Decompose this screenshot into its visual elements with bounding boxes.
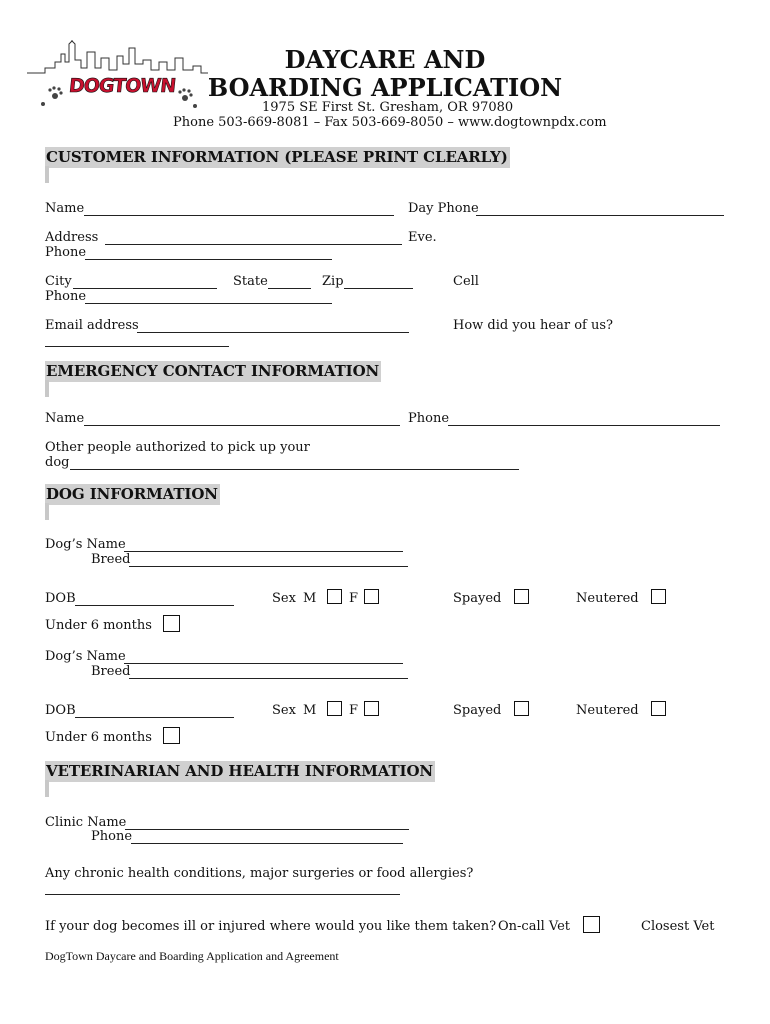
page-title-line1: DAYCARE AND bbox=[284, 45, 486, 74]
eve-phone-field[interactable] bbox=[85, 259, 332, 260]
closest-vet-label: Closest Vet bbox=[641, 919, 715, 934]
section-marker bbox=[45, 503, 49, 520]
dog2-name-field[interactable] bbox=[124, 663, 403, 664]
dog1-dob-field[interactable] bbox=[75, 605, 234, 606]
emergency-name-field[interactable] bbox=[84, 425, 400, 426]
clinic-name-field[interactable] bbox=[125, 829, 409, 830]
dog2-sex-m-label: M bbox=[303, 703, 317, 718]
business-contact: Phone 503-669-8081 – Fax 503-669-8050 – www.dogtownpdx.com bbox=[173, 115, 607, 130]
section-marker bbox=[45, 166, 49, 183]
dog1-sex-f-checkbox[interactable] bbox=[364, 589, 379, 604]
dog1-sex-label: Sex bbox=[272, 591, 296, 606]
oncall-vet-label: On-call Vet bbox=[498, 919, 571, 934]
dog2-under6-label: Under 6 months bbox=[45, 730, 152, 745]
address-field[interactable] bbox=[105, 244, 402, 245]
city-label: City bbox=[45, 274, 72, 289]
dog2-neutered-checkbox[interactable] bbox=[651, 701, 666, 716]
emergency-phone-field[interactable] bbox=[448, 425, 720, 426]
eve-label: Eve. bbox=[408, 230, 437, 245]
dog2-breed-label: Breed bbox=[91, 664, 131, 679]
authorized-pickup-label: Other people authorized to pick up your bbox=[45, 440, 310, 455]
dog2-dob-label: DOB bbox=[45, 703, 76, 718]
zip-label: Zip bbox=[322, 274, 344, 289]
state-field[interactable] bbox=[268, 288, 311, 289]
page-title-line2: BOARDING APPLICATION bbox=[207, 73, 563, 102]
section-heading-customer: CUSTOMER INFORMATION (PLEASE PRINT CLEARLY) bbox=[46, 148, 508, 166]
dog1-breed-label: Breed bbox=[91, 552, 131, 567]
dog1-name-field[interactable] bbox=[124, 551, 403, 552]
email-field[interactable] bbox=[137, 332, 409, 333]
customer-name-label: Name bbox=[45, 201, 85, 216]
dog2-sex-f-label: F bbox=[349, 703, 359, 718]
dog1-spayed-checkbox[interactable] bbox=[514, 589, 529, 604]
emergency-name-label: Name bbox=[45, 411, 85, 426]
eve-phone-label: Phone bbox=[45, 245, 87, 260]
oncall-vet-checkbox[interactable] bbox=[583, 916, 600, 933]
address-label: Address bbox=[45, 230, 99, 245]
dog1-under6-label: Under 6 months bbox=[45, 618, 152, 633]
section-heading-emergency: EMERGENCY CONTACT INFORMATION bbox=[46, 362, 380, 380]
email-label: Email address bbox=[45, 318, 139, 333]
customer-name-field[interactable] bbox=[84, 215, 394, 216]
section-marker bbox=[45, 780, 49, 797]
dog2-sex-label: Sex bbox=[272, 703, 296, 718]
dog1-under6-checkbox[interactable] bbox=[163, 615, 180, 632]
emergency-phone-label: Phone bbox=[408, 411, 450, 426]
ill-injured-label: If your dog becomes ill or injured where would you like them taken? bbox=[45, 919, 497, 934]
dog2-name-label: Dog’s Name bbox=[45, 649, 126, 664]
dog1-sex-m-label: M bbox=[303, 591, 317, 606]
clinic-name-label: Clinic Name bbox=[45, 815, 127, 830]
dog2-sex-f-checkbox[interactable] bbox=[364, 701, 379, 716]
chronic-conditions-field[interactable] bbox=[45, 894, 400, 895]
state-label: State bbox=[233, 274, 268, 289]
dog2-sex-m-checkbox[interactable] bbox=[327, 701, 342, 716]
section-heading-dog: DOG INFORMATION bbox=[46, 485, 218, 503]
day-phone-field[interactable] bbox=[476, 215, 724, 216]
cell-phone-label: Phone bbox=[45, 289, 87, 304]
clinic-phone-label: Phone bbox=[91, 829, 133, 844]
authorized-pickup-field[interactable] bbox=[70, 469, 519, 470]
chronic-conditions-label: Any chronic health conditions, major surgeries or food allergies? bbox=[45, 866, 474, 881]
day-phone-label: Day Phone bbox=[408, 201, 479, 216]
cell-label: Cell bbox=[453, 274, 479, 289]
dog1-neutered-checkbox[interactable] bbox=[651, 589, 666, 604]
authorized-pickup-label-cont: dog bbox=[45, 455, 70, 470]
page-footer: DogTown Daycare and Boarding Application and Agreement bbox=[45, 949, 339, 963]
dog2-spayed-label: Spayed bbox=[453, 703, 502, 718]
dog1-neutered-label: Neutered bbox=[576, 591, 639, 606]
zip-field[interactable] bbox=[344, 288, 413, 289]
city-field[interactable] bbox=[73, 288, 217, 289]
dog2-spayed-checkbox[interactable] bbox=[514, 701, 529, 716]
dog2-breed-field[interactable] bbox=[129, 678, 408, 679]
dog1-dob-label: DOB bbox=[45, 591, 76, 606]
logo-text: DOGTOWN bbox=[67, 75, 177, 97]
dog1-breed-field[interactable] bbox=[129, 566, 408, 567]
dog1-spayed-label: Spayed bbox=[453, 591, 502, 606]
hear-of-us-label: How did you hear of us? bbox=[453, 318, 613, 333]
logo bbox=[25, 40, 210, 115]
cell-phone-field[interactable] bbox=[85, 303, 332, 304]
dog1-name-label: Dog’s Name bbox=[45, 537, 126, 552]
dog1-sex-f-label: F bbox=[349, 591, 359, 606]
business-address: 1975 SE First St. Gresham, OR 97080 bbox=[262, 100, 514, 115]
clinic-phone-field[interactable] bbox=[131, 843, 403, 844]
section-heading-vet: VETERINARIAN AND HEALTH INFORMATION bbox=[46, 762, 434, 780]
dog2-neutered-label: Neutered bbox=[576, 703, 639, 718]
dog2-dob-field[interactable] bbox=[75, 717, 234, 718]
dog1-sex-m-checkbox[interactable] bbox=[327, 589, 342, 604]
dog2-under6-checkbox[interactable] bbox=[163, 727, 180, 744]
hear-of-us-field[interactable] bbox=[45, 346, 229, 347]
section-marker bbox=[45, 380, 49, 397]
